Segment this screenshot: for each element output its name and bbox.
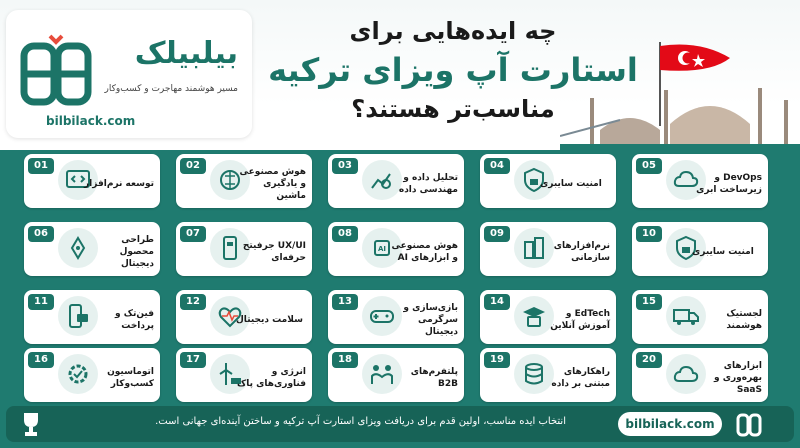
footer-logo-icon <box>736 411 762 437</box>
idea-card <box>632 222 768 276</box>
idea-card <box>632 290 768 344</box>
idea-card <box>24 290 160 344</box>
idea-card <box>176 348 312 402</box>
title-line-1: چه ایده‌هایی برای <box>349 17 557 45</box>
card-label: امنیت سایبری <box>540 179 602 189</box>
brand-name: بیلبیلک <box>134 36 238 71</box>
card-number: 07 <box>180 226 206 242</box>
card-label: توسعه نرم‌افزار <box>84 179 154 189</box>
card-label: DevOps و زیرساخت ابری <box>696 173 762 195</box>
idea-card <box>480 222 616 276</box>
idea-card <box>176 290 312 344</box>
card-label: تحلیل داده و مهندسی داده <box>398 173 458 195</box>
card-number: 15 <box>636 294 662 310</box>
card-number: 04 <box>484 158 510 174</box>
footer-url-button[interactable]: bilbilack.com <box>618 412 722 436</box>
footer-text: انتخاب ایده مناسب، اولین قدم برای دریافت ویزای استارت آپ ترکیه و ساختن آینده‌ای جهانی است. <box>155 416 566 427</box>
idea-card <box>24 348 160 402</box>
ideas-grid <box>0 150 800 448</box>
brand-tagline: مسیر هوشمند مهاجرت و کسب‌وکار <box>104 84 238 94</box>
card-label: اتوماسیون کسب‌وکار <box>107 367 154 389</box>
brand-card <box>6 10 252 138</box>
card-number: 02 <box>180 158 206 174</box>
card-number: 16 <box>28 352 54 368</box>
card-label: UX/UI جرفیتح حرفه‌ای <box>242 241 306 263</box>
card-number: 10 <box>636 226 662 242</box>
idea-card <box>480 348 616 402</box>
idea-card <box>480 154 616 208</box>
card-label: لجستیک هوشمند <box>726 309 762 331</box>
idea-card <box>632 154 768 208</box>
svg-text:AI: AI <box>377 245 387 253</box>
card-label: EdTech و آموزش آنلاین <box>550 309 610 331</box>
brand-url[interactable]: bilbilack.com <box>46 114 136 128</box>
hero-section <box>0 0 800 150</box>
brand-logo-icon <box>20 32 92 106</box>
title-line-3: مناسب‌تر هستند؟ <box>351 95 555 123</box>
card-label: پلتفرم‌های B2B <box>410 367 458 389</box>
idea-card <box>24 154 160 208</box>
idea-card <box>24 222 160 276</box>
card-label: هوش مصنوعی و ابزارهای AI <box>391 241 458 263</box>
card-number: 05 <box>636 158 662 174</box>
card-label: ابزارهای بهره‌وری و SaaS <box>714 361 762 395</box>
card-number: 18 <box>332 352 358 368</box>
card-number: 06 <box>28 226 54 242</box>
idea-card <box>328 348 464 402</box>
card-number: 08 <box>332 226 358 242</box>
idea-card <box>480 290 616 344</box>
card-number: 20 <box>636 352 662 368</box>
footer-bar <box>6 406 794 442</box>
card-number: 13 <box>332 294 358 310</box>
card-number: 11 <box>28 294 54 310</box>
card-number: 12 <box>180 294 206 310</box>
idea-card <box>632 348 768 402</box>
card-label: بازی‌سازی و سرگرمی دیجیتال <box>403 303 458 337</box>
idea-card <box>176 154 312 208</box>
idea-card <box>328 290 464 344</box>
card-label: فین‌تک و پرداخت <box>115 309 154 331</box>
card-number: 14 <box>484 294 510 310</box>
title-line-2: استارت آپ ویزای ترکیه <box>268 51 638 89</box>
card-number: 17 <box>180 352 206 368</box>
card-label: هوش مصنوعی و یادگیری ماشین <box>239 167 306 201</box>
card-label: امنیت سایبری <box>692 247 754 257</box>
card-number: 03 <box>332 158 358 174</box>
card-label: انرژی و فناوری‌های پاک <box>237 367 306 389</box>
istanbul-skyline-icon <box>560 40 800 150</box>
idea-card <box>176 222 312 276</box>
idea-card <box>328 222 464 276</box>
card-number: 19 <box>484 352 510 368</box>
card-label: نرم‌افزارهای سازمانی <box>553 241 610 263</box>
idea-card <box>328 154 464 208</box>
card-label: سلامت دیجیتال <box>236 315 303 325</box>
card-label: راهکارهای مبتنی بر داده <box>551 367 610 389</box>
card-number: 01 <box>28 158 54 174</box>
card-label: طراحی محصول دیجیتال <box>119 235 154 269</box>
card-number: 09 <box>484 226 510 242</box>
trophy-icon <box>16 410 46 438</box>
